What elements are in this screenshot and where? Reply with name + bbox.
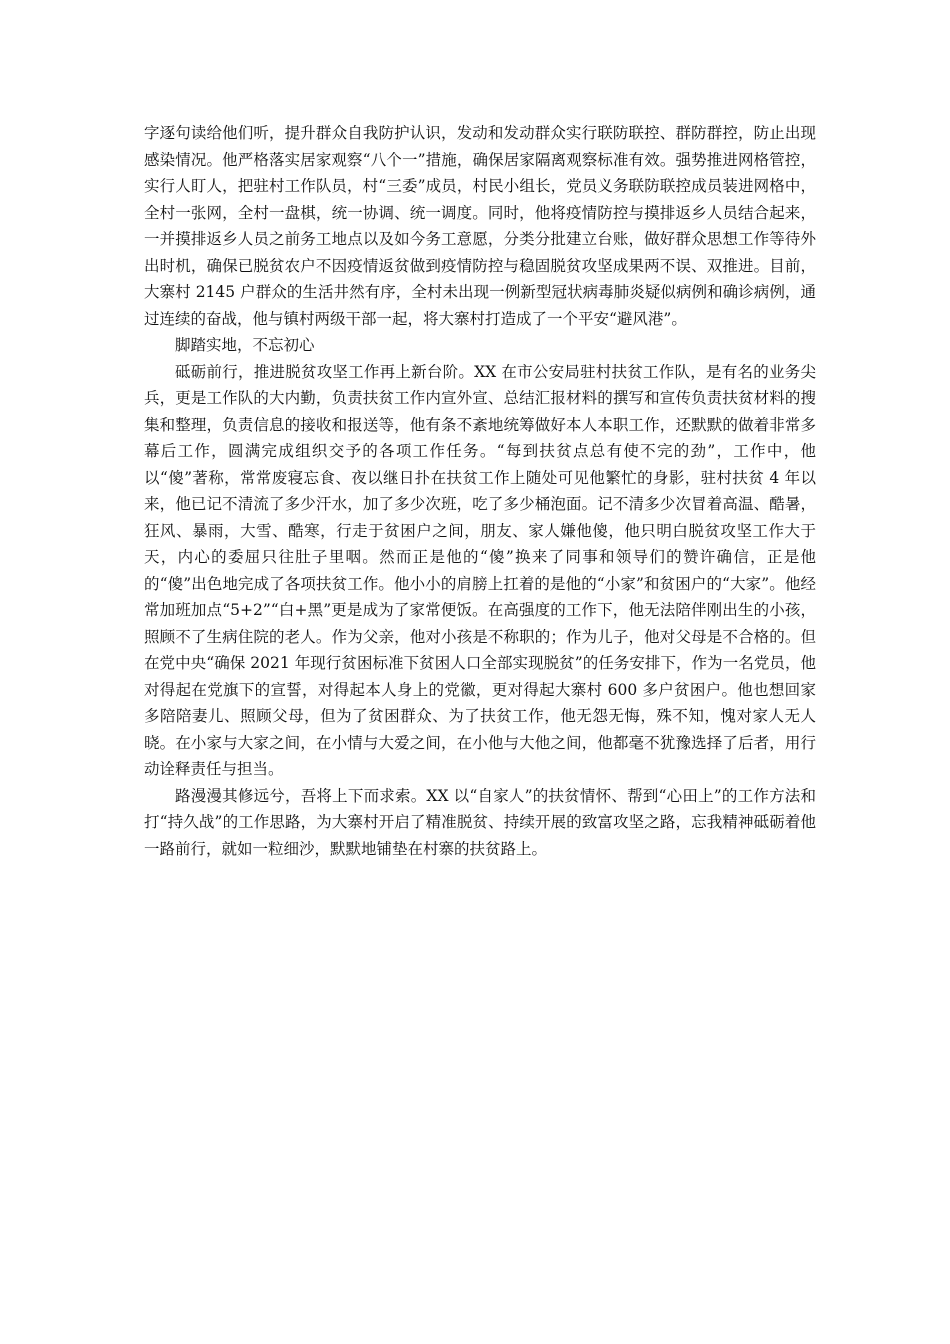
paragraph-continuation: 字逐句读给他们听，提升群众自我防护认识，发动和发动群众实行联防联控、群防群控，防止出现感染情况。他严格落实居家观察“八个一”措施，确保居家隔离观察标准有效。强势推进网格管控，实行人盯人，把驻村工作队员，村“三委”成员，村民小组长，党员义务联防联控成员装进网格中，全村一张网，全村一盘棋，统一协调、统一调度。同时，他将疫情防控与摸排返乡人员结合起来，一并摸排返乡人员之前务工地点以及如今务工意愿，分类分批建立台账，做好群众思想工作等待外出时机，确保已脱贫农户不因疫情返贫做到疫情防控与稳固脱贫攻坚成果两不误、双推进。目前，大寨村 2145 户群众的生活井然有序，全村未出现一例新型冠状病毒肺炎疑似病例和确诊病例，通过连续的奋战，他与镇村两级干部一起，将大寨村打造成了一个平安“避风港”。 (144, 124, 816, 328)
paragraph: 砥砺前行，推进脱贫攻坚工作再上新台阶。XX 在市公安局驻村扶贫工作队，是有名的业务尖兵，更是工作队的大内勤，负责扶贫工作内宣外宣、总结汇报材料的撰写和宣传负责扶贫材料的搜集和整理，负责信息的接收和报送等，他有条不紊地统筹做好本人本职工作，还默默的做着非常多幕后工作，圆满完成组织交予的各项工作任务。“每到扶贫点总有使不完的劲”，工作中，他以“傻”著称，常常废寝忘食、夜以继日扑在扶贫工作上随处可见他繁忙的身影，驻村扶贫 4 年以来，他已记不清流了多少汗水，加了多少次班，吃了多少桶泡面。记不清多少次冒着高温、酷暑，狂风、暴雨，大雪、酷寒，行走于贫困户之间，朋友、家人嫌他傻，他只明白脱贫攻坚工作大于天，内心的委屈只往肚子里咽。然而正是他的“傻”换来了同事和领导们的赞许确信，正是他的“傻”出色地完成了各项扶贫工作。他小小的肩膀上扛着的是他的“小家”和贫困户的“大家”。他经常加班加点“5+2”“白+黑”更是成为了家常便饭。在高强度的工作下，他无法陪伴刚出生的小孩，照顾不了生病住院的老人。作为父亲，他对小孩是不称职的；作为儿子，他对父母是不合格的。但在党中央“确保 2021 年现行贫困标准下贫困人口全部实现脱贫”的任务安排下，作为一名党员，他对得起在党旗下的宣誓，对得起本人身上的党徽，更对得起大寨村 600 多户贫困户。他也想回家多陪陪妻儿、照顾父母，但为了贫困群众、为了扶贫工作，他无怨无悔，殊不知，愧对家人无人晓。在小家与大家之间，在小情与大爱之间，在小他与大他之间，他都毫不犹豫选择了后者，用行动诠释责任与担当。 (144, 362, 816, 778)
section-heading: 脚踏实地，不忘初心 (175, 336, 315, 354)
document-body (144, 120, 816, 862)
paragraph-closing: 路漫漫其修远兮，吾将上下而求索。XX 以“自家人”的扶贫情怀、帮到“心田上”的工作方法和打“持久战”的工作思路，为大寨村开启了精准脱贫、持续开展的致富攻坚之路，忘我精神砥砺着他一路前行，就如一粒细沙，默默地铺垫在村寨的扶贫路上。 (144, 786, 816, 858)
